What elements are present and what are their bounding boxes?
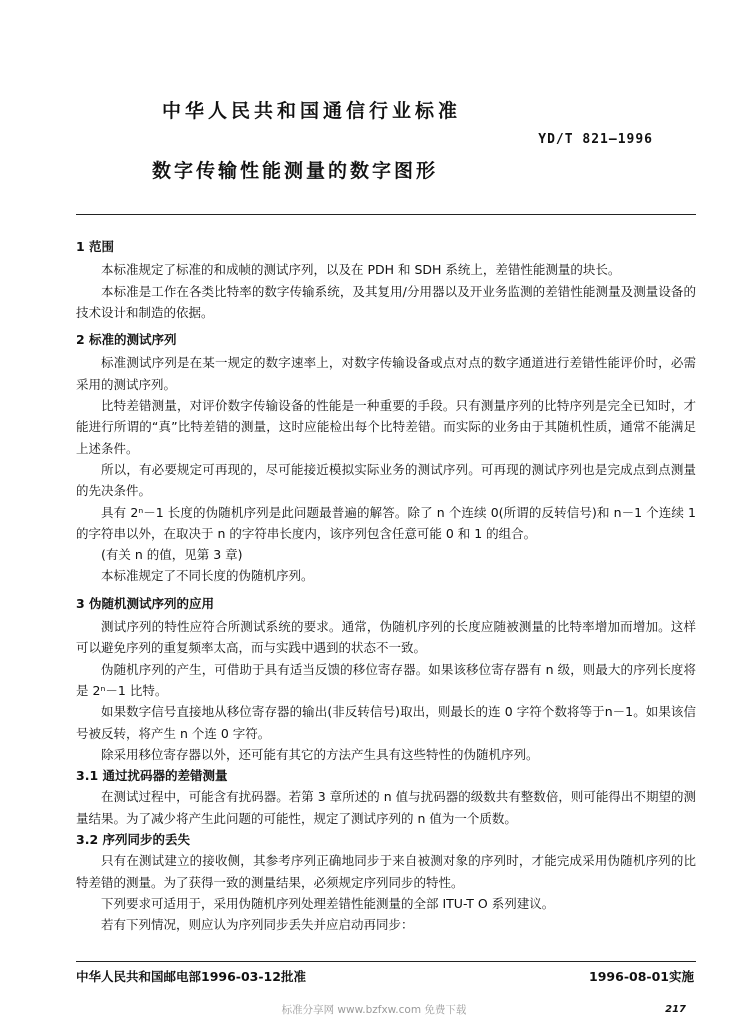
document-title: 数字传输性能测量的数字图形 xyxy=(152,160,439,182)
section-scrambler xyxy=(76,765,696,829)
paragraph: 本标准规定了标准的和成帧的测试序列，以及在 PDH 和 SDH 系统上，差错性能测量的块长。 xyxy=(101,262,621,278)
section-scope xyxy=(76,236,696,323)
paragraph: 除采用移位寄存器以外，还可能有其它的方法产生具有这些特性的伪随机序列。 xyxy=(101,746,539,762)
implementation-date: 1996-08-01实施 xyxy=(589,969,694,984)
paragraph: 如果数字信号直接地从移位寄存器的输出(非反转信号)取出，则最长的连 0 字符个数将等于n－1。如果该信号被反转，将产生 n 个连 0 字符。 xyxy=(76,704,696,741)
section-heading: 1 范围 xyxy=(76,239,115,254)
section-heading: 3 伪随机测试序列的应用 xyxy=(76,595,215,611)
standard-number: YD/T 821—1996 xyxy=(538,132,653,147)
subsection-heading: 3.2 序列同步的丢失 xyxy=(76,832,190,848)
section-sync-loss xyxy=(76,829,696,935)
watermark-text: 标准分享网 www.bzfxw.com 免费下载 xyxy=(281,1004,467,1016)
approval-line: 中华人民共和国邮电部1996-03-12批准 xyxy=(76,969,306,984)
paragraph: 测试序列的特性应符合所测试系统的要求。通常，伪随机序列的长度应随被测量的比特率增加而增加。这样可以避免序列的重复频率太高，而与实践中遇到的状态不一致。 xyxy=(76,619,696,656)
section-standard-sequences xyxy=(76,329,696,587)
paragraph: 只有在测试建立的接收侧，其参考序列正确地同步于来自被测对象的序列时，才能完成采用伪随机序列的比特差错的测量。为了获得一致的测量结果，必须规定序列同步的特性。 xyxy=(76,853,696,890)
paragraph: 下列要求可适用于，采用伪随机序列处理差错性能测量的全部 ITU-T O 系列建议。 xyxy=(101,895,555,911)
paragraph: 所以，有必要规定可再现的，尽可能接近模拟实际业务的测试序列。可再现的测试序列也是完成点到点测量的先决条件。 xyxy=(76,461,696,499)
paragraph: 标准测试序列是在某一规定的数字速率上，对数字传输设备或点对点的数字通道进行差错性能评价时，必需采用的测试序列。 xyxy=(76,355,696,392)
top-divider xyxy=(76,214,696,215)
subsection-heading: 3.1 通过扰码器的差错测量 xyxy=(76,768,228,784)
paragraph: 本标准是工作在各类比特率的数字传输系统，及其复用/分用器以及开业务监测的差错性能测量及测量设备的技术设计和制造的依据。 xyxy=(76,283,696,320)
paragraph: 若有下列情况，则应认为序列同步丢失并应启动再同步： xyxy=(101,917,414,933)
document-body xyxy=(76,230,696,936)
paragraph: 比特差错测量，对评价数字传输设备的性能是一种重要的手段。只有测量序列的比特序列是完全已知时，才能进行所谓的“真”比特差错的测量，这时应能检出每个比特差错。而实际的业务由于其随机性质，通常不能满足上述条件。 xyxy=(76,398,696,456)
paragraph: 具有 2ⁿ－1 长度的伪随机序列是此问题最普遍的解答。除了 n 个连续 0(所谓的反转信号)和 n－1 个连续 1 的字符串以外，在取决于 n 的字符串长度内，该序列包含任意可能 0 和 1 的组合。 xyxy=(76,504,696,541)
bottom-divider xyxy=(76,961,696,962)
paragraph: 在测试过程中，可能含有扰码器。若第 3 章所述的 n 值与扰码器的级数共有整数倍，则可能得出不期望的测量结果。为了减少将产生此问题的可能性，规定了测试序列的 n 值为一个质数。 xyxy=(76,789,696,826)
paragraph: (有关 n 的值，见第 3 章) xyxy=(101,547,243,563)
org-title: 中华人民共和国通信行业标准 xyxy=(162,100,462,122)
page-number: 217 xyxy=(665,1004,686,1015)
paragraph: 本标准规定了不同长度的伪随机序列。 xyxy=(101,568,314,584)
paragraph: 伪随机序列的产生，可借助于具有适当反馈的移位寄存器。如果该移位寄存器有 n 级，则最大的序列长度将是 2ⁿ－1 比特。 xyxy=(76,661,696,698)
section-prbs-application xyxy=(76,593,696,765)
section-heading: 2 标准的测试序列 xyxy=(76,332,177,348)
